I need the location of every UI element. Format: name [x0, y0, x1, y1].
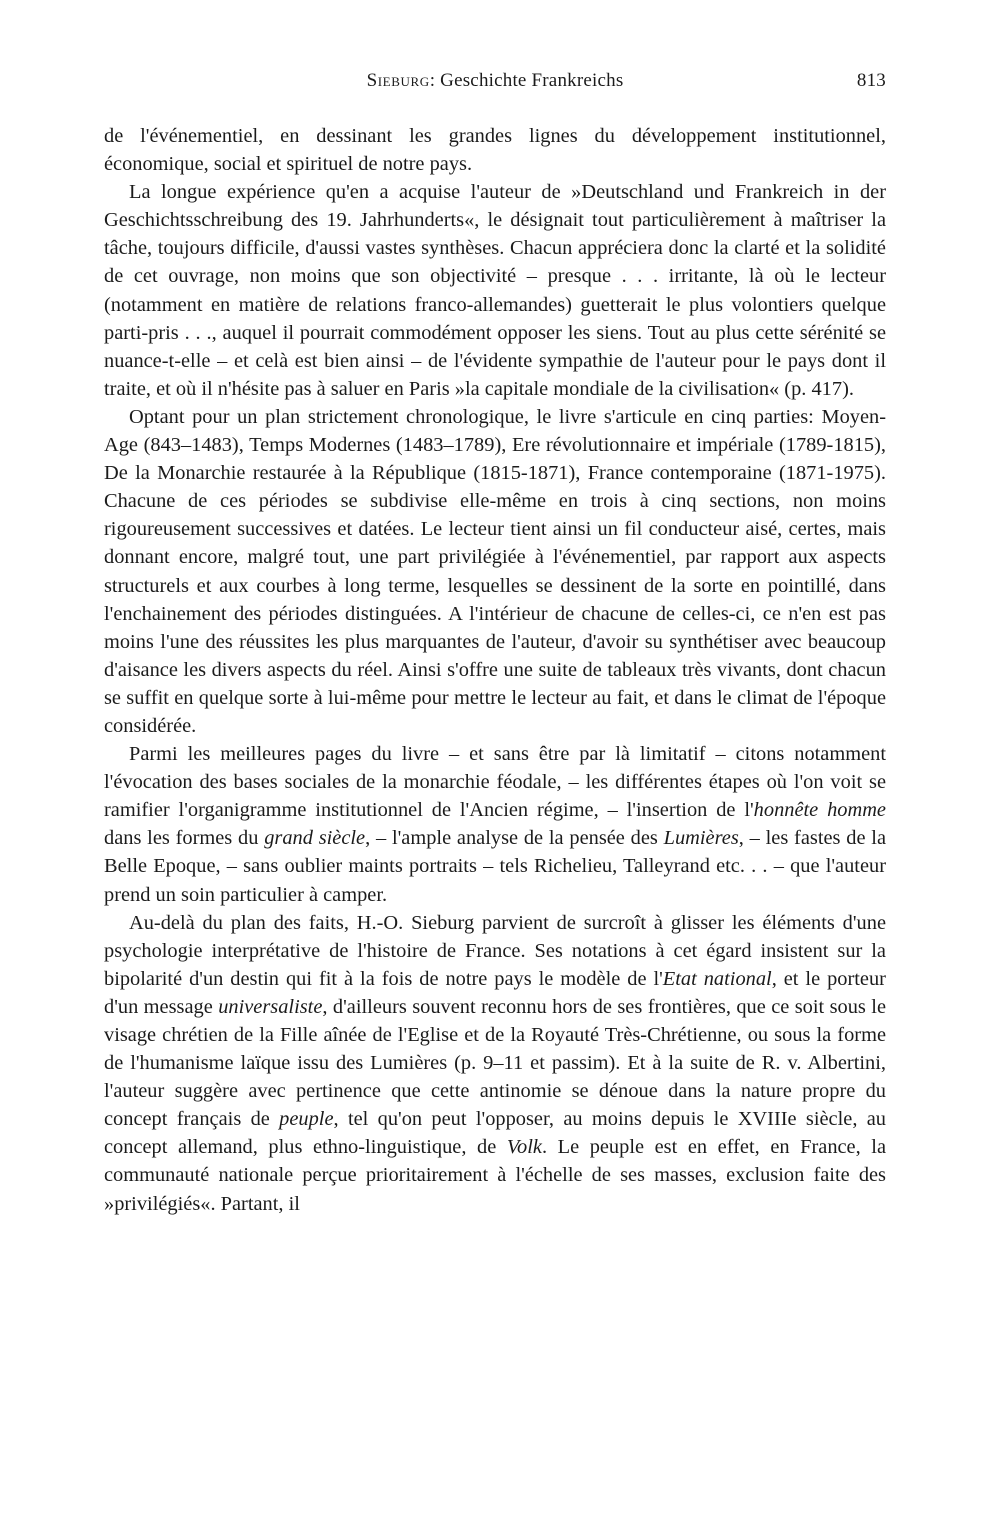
text-run: La longue expérience qu'en a acquise l'auteur de »Deutschland und Frankreich in der Geschichtsschreibung des 19. Jahrhunderts«, le désignait tout particulièrement à maîtriser la tâche, toujours difficile, d'aussi vastes synthèses. Chacun appréciera donc la clarté et la solidité de cet ouvrage, non moins que son objectivité – presque . . . irritante, là où le lecteur (notamment en matière de relations franco-allemandes) guetterait le plus volontiers quelque parti-pris . . ., auquel il pourrait commodément opposer les siens. Tout au plus cette sérénité se nuance-t-elle – et celà est bien ainsi – de l'évidente sympathie de l'auteur pour le pays dont il traite, et où il n'hésite pas à saluer en Paris »la capitale mondiale de la civilisation« (p. 417). — [104, 181, 886, 400]
text-run: Parmi les meilleures pages du livre – et sans être par là limitatif – citons notamment l'évocation des bases sociales de la monarchie féodale, – les différentes étapes où l'on voit se ramifier l'organigramme institutionnel de l'Ancien régime, – l'insertion de l' — [104, 743, 886, 822]
italic-text: honnête homme — [753, 799, 886, 822]
running-title — [104, 70, 886, 92]
text-run: dans les formes du — [104, 827, 265, 850]
italic-text: grand siècle — [264, 827, 366, 850]
paragraph — [104, 178, 886, 403]
italic-text: peuple — [279, 1108, 334, 1131]
text-run: , d'ailleurs souvent reconnu hors de ses frontières, que ce soit sous le visage chrétien de la Fille aînée de l'Eglise et de la Royauté Très-Chrétienne, ou sous la forme de l'humanisme laïque issu des Lumières (p. 9–11 et passim). Et à la suite de R. v. Albertini, l'auteur suggère avec pertinence que cette antinomie se dénoue dans la nature propre du concept français de — [104, 995, 886, 1131]
text-run: , – l'ample analyse de la pensée des — [365, 827, 664, 850]
text-run: , et le porteur d'un message — [104, 967, 886, 1018]
page-number: 813 — [856, 70, 886, 91]
paragraph — [104, 909, 886, 1218]
document-page — [104, 62, 886, 1218]
italic-text: universaliste — [218, 995, 323, 1018]
paragraph — [104, 740, 886, 909]
text-run: de l'événementiel, en dessinant les grandes lignes du développement institutionnel, économique, social et spirituel de notre pays. — [104, 125, 886, 176]
italic-text: Lumières — [663, 827, 739, 850]
text-run: , tel qu'on peut l'opposer, au moins depuis le XVIIIe siècle, au concept allemand, plus ethno-linguistique, de — [104, 1108, 886, 1159]
running-title-author: Sieburg — [366, 70, 430, 91]
paragraph — [104, 403, 886, 740]
running-header — [104, 62, 886, 102]
running-title-text: : Geschichte Frankreichs — [429, 70, 624, 91]
text-run: Optant pour un plan strictement chronologique, le livre s'articule en cinq parties: Moyen-Age (843–1483), Temps Modernes (1483–1789), Ere révolutionnaire et impériale (1789-1815), De la Monarchie restaurée à la République (1815-1871), France contemporaine (1871-1975). Chacune de ces périodes se subdivise elle-même en trois à cinq sections, non moins rigoureusement successives et datées. Le lecteur tient ainsi un fil conducteur aisé, certes, mais donnant encore, malgré tout, une part privilégiée à l'événementiel, par rapport aux aspects structurels et aux courbes à long terme, lesquelles se dessinent de la sorte en pointillé, dans l'enchainement des périodes distinguées. A l'intérieur de chacune de celles-ci, ce n'en est pas moins l'une des réussites les plus marquantes de l'auteur, d'avoir su synthétiser avec beaucoup d'aisance les divers aspects du réel. Ainsi s'offre une suite de tableaux très vivants, dont chacun se suffit en quelque sorte à lui-même pour mettre le lecteur au fait, et dans le climat de l'époque considérée. — [104, 405, 886, 737]
italic-text: Etat national — [662, 967, 772, 990]
body-text — [104, 122, 886, 1218]
text-run: , – les fastes de la Belle Epoque, – sans oublier maints portraits – tels Richelieu, Talleyrand etc. . . – que l'auteur prend un soin particulier à camper. — [104, 827, 887, 906]
italic-text: Volk — [506, 1136, 542, 1159]
text-run: . Le peuple est en effet, en France, la communauté nationale perçue prioritairement à l'échelle de ses masses, exclusion faite des »privilégiés«. Partant, il — [104, 1136, 886, 1215]
paragraph — [104, 122, 886, 178]
text-run: Au-delà du plan des faits, H.-O. Sieburg parvient de surcroît à glisser les éléments d'une psychologie interprétative de l'histoire de France. Ses notations à cet égard insistent sur la bipolarité d'un destin qui fit à la fois de notre pays le modèle de l' — [104, 911, 886, 990]
